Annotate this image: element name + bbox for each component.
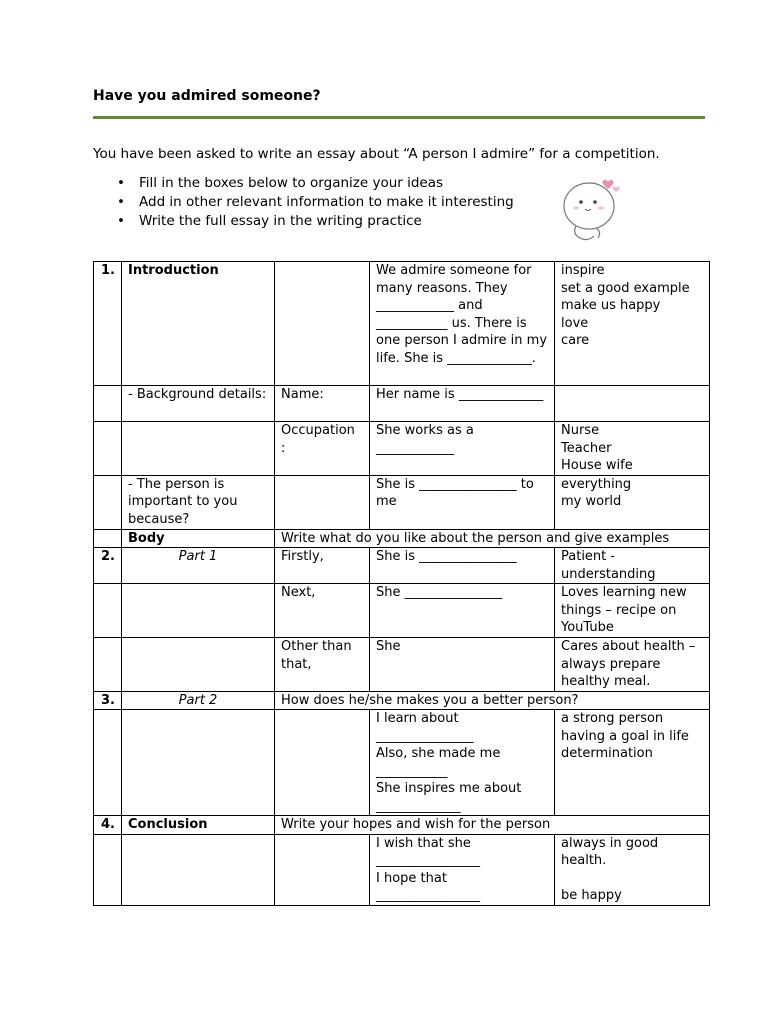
- section-label: [122, 422, 275, 476]
- section-number: [94, 638, 122, 692]
- prompt-cell: [275, 710, 370, 816]
- ideas-cell: always in good health. be happy: [555, 834, 710, 905]
- section-label: [122, 584, 275, 638]
- section-number: [94, 422, 122, 476]
- table-row: [94, 475, 710, 529]
- table-row: [94, 691, 710, 710]
- section-number: 4.: [94, 816, 122, 835]
- prompt-cell: Other than that,: [275, 638, 370, 692]
- section-number: [94, 386, 122, 422]
- bullet-item: • Fill in the boxes below to organize your ideas: [93, 174, 514, 193]
- ideas-cell: everything my world: [555, 475, 710, 529]
- sentence-cell: I learn about _______________ Also, she made me ___________ She inspires me about _____________: [370, 710, 555, 816]
- ideas-cell: Cares about health – always prepare healthy meal.: [555, 638, 710, 692]
- sentence-cell: She works as a ____________: [370, 422, 555, 476]
- bullet-item: • Write the full essay in the writing practice: [93, 212, 514, 231]
- section-label: Part 2: [122, 691, 275, 710]
- ideas-cell: Nurse Teacher House wife: [555, 422, 710, 476]
- sentence-cell: She _______________: [370, 584, 555, 638]
- section-label: Introduction: [122, 262, 275, 386]
- mascot-illustration: [556, 174, 626, 248]
- section-number: 3.: [94, 691, 122, 710]
- bullet-item: • Add in other relevant information to make it interesting: [93, 193, 514, 212]
- table-row: [94, 834, 710, 905]
- table-row: [94, 422, 710, 476]
- table-row: [94, 548, 710, 584]
- section-instruction: How does he/she makes you a better person?: [275, 691, 710, 710]
- section-instruction: Write your hopes and wish for the person: [275, 816, 710, 835]
- prompt-cell: Next,: [275, 584, 370, 638]
- section-number: [94, 710, 122, 816]
- table-row: [94, 386, 710, 422]
- section-label: [122, 710, 275, 816]
- sentence-cell: We admire someone for many reasons. They ____________ and ___________ us. There is one person I admire in my life. She is _____________.: [370, 262, 555, 386]
- section-label: Conclusion: [122, 816, 275, 835]
- sentence-cell: She: [370, 638, 555, 692]
- ideas-cell: a strong person having a goal in life determination: [555, 710, 710, 816]
- prompt-cell: [275, 262, 370, 386]
- section-label: - The person is important to you because?: [122, 475, 275, 529]
- table-row: [94, 816, 710, 835]
- section-label: Part 1: [122, 548, 275, 584]
- section-label: Body: [122, 529, 275, 548]
- section-label: - Background details:: [122, 386, 275, 422]
- table-row: [94, 584, 710, 638]
- section-number: [94, 834, 122, 905]
- ideas-cell: Patient - understanding: [555, 548, 710, 584]
- prompt-cell: Name:: [275, 386, 370, 422]
- section-number: [94, 475, 122, 529]
- section-number: [94, 584, 122, 638]
- table-row: [94, 529, 710, 548]
- sentence-cell: She is _______________: [370, 548, 555, 584]
- page-title: Have you admired someone?: [93, 88, 321, 104]
- ideas-cell: Loves learning new things – recipe on YouTube: [555, 584, 710, 638]
- section-number: 1.: [94, 262, 122, 386]
- section-label: [122, 638, 275, 692]
- section-number: [94, 529, 122, 548]
- title-divider: [93, 116, 705, 119]
- ideas-cell: inspire set a good example make us happy love care: [555, 262, 710, 386]
- table-row: [94, 710, 710, 816]
- instruction-bullets: [93, 174, 514, 231]
- prompt-cell: [275, 834, 370, 905]
- sentence-cell: Her name is _____________: [370, 386, 555, 422]
- sentence-cell: I wish that she ________________ I hope that ________________: [370, 834, 555, 905]
- essay-planner-table: [93, 261, 710, 906]
- instruction-text: You have been asked to write an essay about “A person I admire” for a competition.: [93, 146, 660, 162]
- prompt-cell: [275, 475, 370, 529]
- table-row: [94, 262, 710, 386]
- prompt-cell: Firstly,: [275, 548, 370, 584]
- ideas-cell: [555, 386, 710, 422]
- table-row: [94, 638, 710, 692]
- section-instruction: Write what do you like about the person and give examples: [275, 529, 710, 548]
- prompt-cell: Occupation :: [275, 422, 370, 476]
- section-label: [122, 834, 275, 905]
- sentence-cell: She is _______________ to me: [370, 475, 555, 529]
- section-number: 2.: [94, 548, 122, 584]
